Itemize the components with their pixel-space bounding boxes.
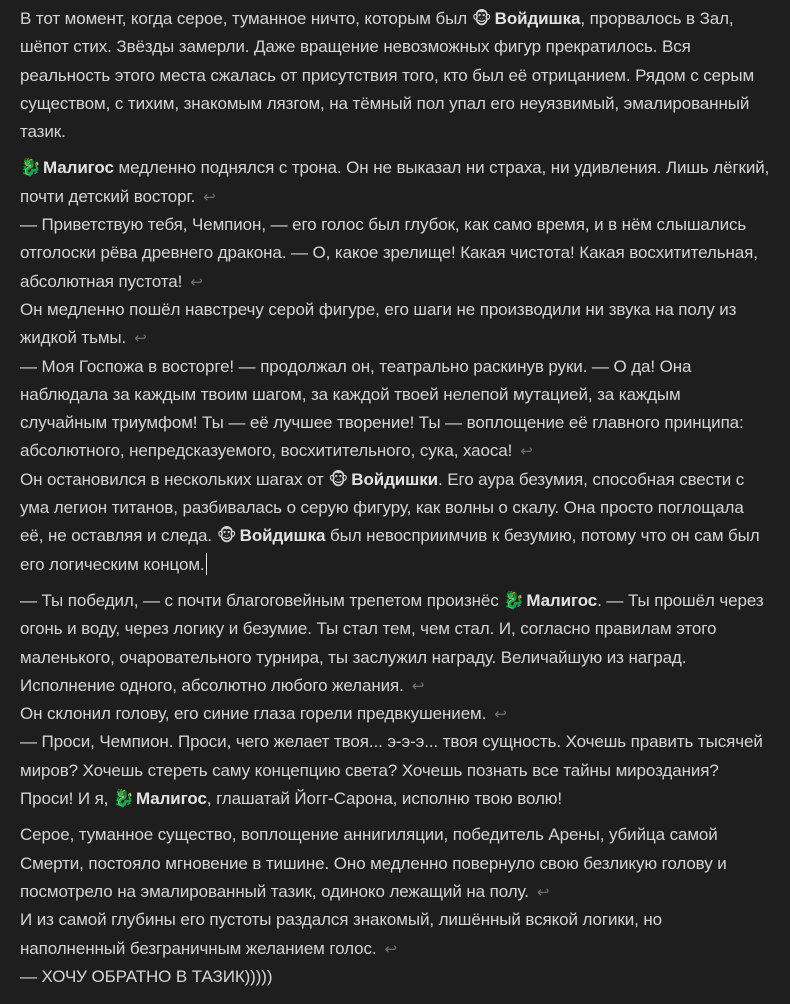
character-name: Малигос xyxy=(43,158,114,178)
text-line xyxy=(20,906,770,963)
text-run: — ХОЧУ ОБРАТНО В ТАЗИК))))) xyxy=(20,966,273,986)
line-break-icon: ↩ xyxy=(494,705,507,724)
text-run: Он остановился в нескольких шагах от xyxy=(20,469,329,489)
text-line xyxy=(20,466,770,579)
line-break-icon: ↩ xyxy=(536,882,550,901)
text-line xyxy=(20,353,770,466)
text-run: был невосприимчив к безумию, потому что он сам был его логическим концом. xyxy=(20,526,760,574)
text-run: — Приветствую тебя, Чемпион, — его голос был глубок, как само время, и в нём слышались отголоски рёва древнего дракона. — О, какое зрелище! Какая чистота! Какая восхитительная, абсолютная пустота! xyxy=(20,215,758,291)
paragraph-2 xyxy=(20,154,770,578)
line-break-icon: ↩ xyxy=(520,442,533,461)
paragraph-3 xyxy=(20,587,770,813)
text-line xyxy=(20,700,770,728)
monkey-icon: 🐵 xyxy=(471,9,492,29)
text-run: — Проси, Чемпион. Проси, чего желает твоя... э-э-э... твоя сущность. Хочешь править тысячей миров? Хочешь стереть саму концепцию света? Хочешь познать все тайны мироздания? Проси! И я, xyxy=(20,732,763,809)
dragon-icon: 🐉 xyxy=(112,789,135,810)
text-line xyxy=(20,296,770,353)
line-break-icon: ↩ xyxy=(190,272,203,291)
line-break-icon: ↩ xyxy=(203,187,216,206)
text-line xyxy=(20,154,770,211)
character-name: Войдишка xyxy=(494,9,581,28)
paragraph-4 xyxy=(20,821,770,991)
text-line xyxy=(20,821,770,906)
character-name: Малигос xyxy=(526,590,598,610)
character-name: Войдишки xyxy=(351,469,438,489)
text-run: И из самой глубины его пустоты раздался знакомый, лишённый всякой логики, но наполненный безграничным желанием голос. xyxy=(20,910,663,958)
text-line xyxy=(20,211,770,296)
text-run: — Ты победил, — с почти благоговейным трепетом произнёс xyxy=(20,590,504,610)
dragon-icon: 🐉 xyxy=(20,158,42,179)
text-run: медленно поднялся с трона. Он не выказал ни страха, ни удивления. Лишь лёгкий, почти детский восторг. xyxy=(20,158,770,206)
monkey-icon: 🐵 xyxy=(216,526,237,547)
text-line xyxy=(20,728,770,813)
text-cursor xyxy=(206,553,208,575)
line-break-icon: ↩ xyxy=(411,676,425,695)
text-run: . Его аура безумия, способная свести с ума легион титанов, разбивалась о серую фигуру, как волны о скалу. Она просто поглощала её, не оставляя и следа. xyxy=(20,469,745,546)
text-run: , прорвалось в Зал, шёпот стих. Звёзды замерли. Даже вращение невозможных фигур прекратилось. Вся реальность этого места сжалась от присутствия того, кто был её отрицанием. Рядом с серым существом, с тихим, знакомым лязгом, на тёмный пол упал его неуязвимый, эмалированный тазик. xyxy=(20,9,755,142)
line-break-icon: ↩ xyxy=(134,329,147,348)
character-name: Войдишка xyxy=(239,526,326,546)
character-name: Малигос xyxy=(135,789,207,809)
text-line xyxy=(20,587,770,700)
monkey-icon: 🐵 xyxy=(328,469,349,490)
dragon-icon: 🐉 xyxy=(503,590,525,611)
text-line xyxy=(20,5,770,146)
text-line xyxy=(20,963,770,991)
text-run: Он склонил голову, его синие глаза горели предвкушением. xyxy=(20,704,487,724)
text-run: — Моя Госпожа в восторге! — продолжал он, театрально раскинув руки. — О да! Она наблюдала за каждым твоим шагом, за каждой твоей нелепой мутацией, за каждым случайным триумфом! Ты — её лучшее творение! Ты — воплощение её главного принципа: абсолютного, непредсказуемого, восхитительного, сука, хаоса! xyxy=(20,356,744,461)
line-break-icon: ↩ xyxy=(384,939,397,958)
paragraph-1 xyxy=(20,5,770,146)
text-run: Он медленно пошёл навстречу серой фигуре, его шаги не производили ни звука на полу из жидкой тьмы. xyxy=(20,299,737,348)
text-run: В тот момент, когда серое, туманное ничто, которым был xyxy=(20,9,472,28)
text-run: , глашатай Йогг-Сарона, исполню твою волю! xyxy=(206,789,563,809)
text-run: Серое, туманное существо, воплощение аннигиляции, победитель Арены, убийца самой Смерти, постояло мгновение в тишине. Оно медленно повернуло свою безликую голову и посмотрело на эмалированный тазик, одиноко лежащий на полу. xyxy=(20,825,727,901)
text-run: . — Ты прошёл через огонь и воду, через логику и безумие. Ты стал тем, чем стал. И, согласно правилам этого маленького, очаровательного турнира, ты заслужил награду. Величайшую из наград. Исполнение одного, абсолютно любого желания. xyxy=(20,590,764,695)
